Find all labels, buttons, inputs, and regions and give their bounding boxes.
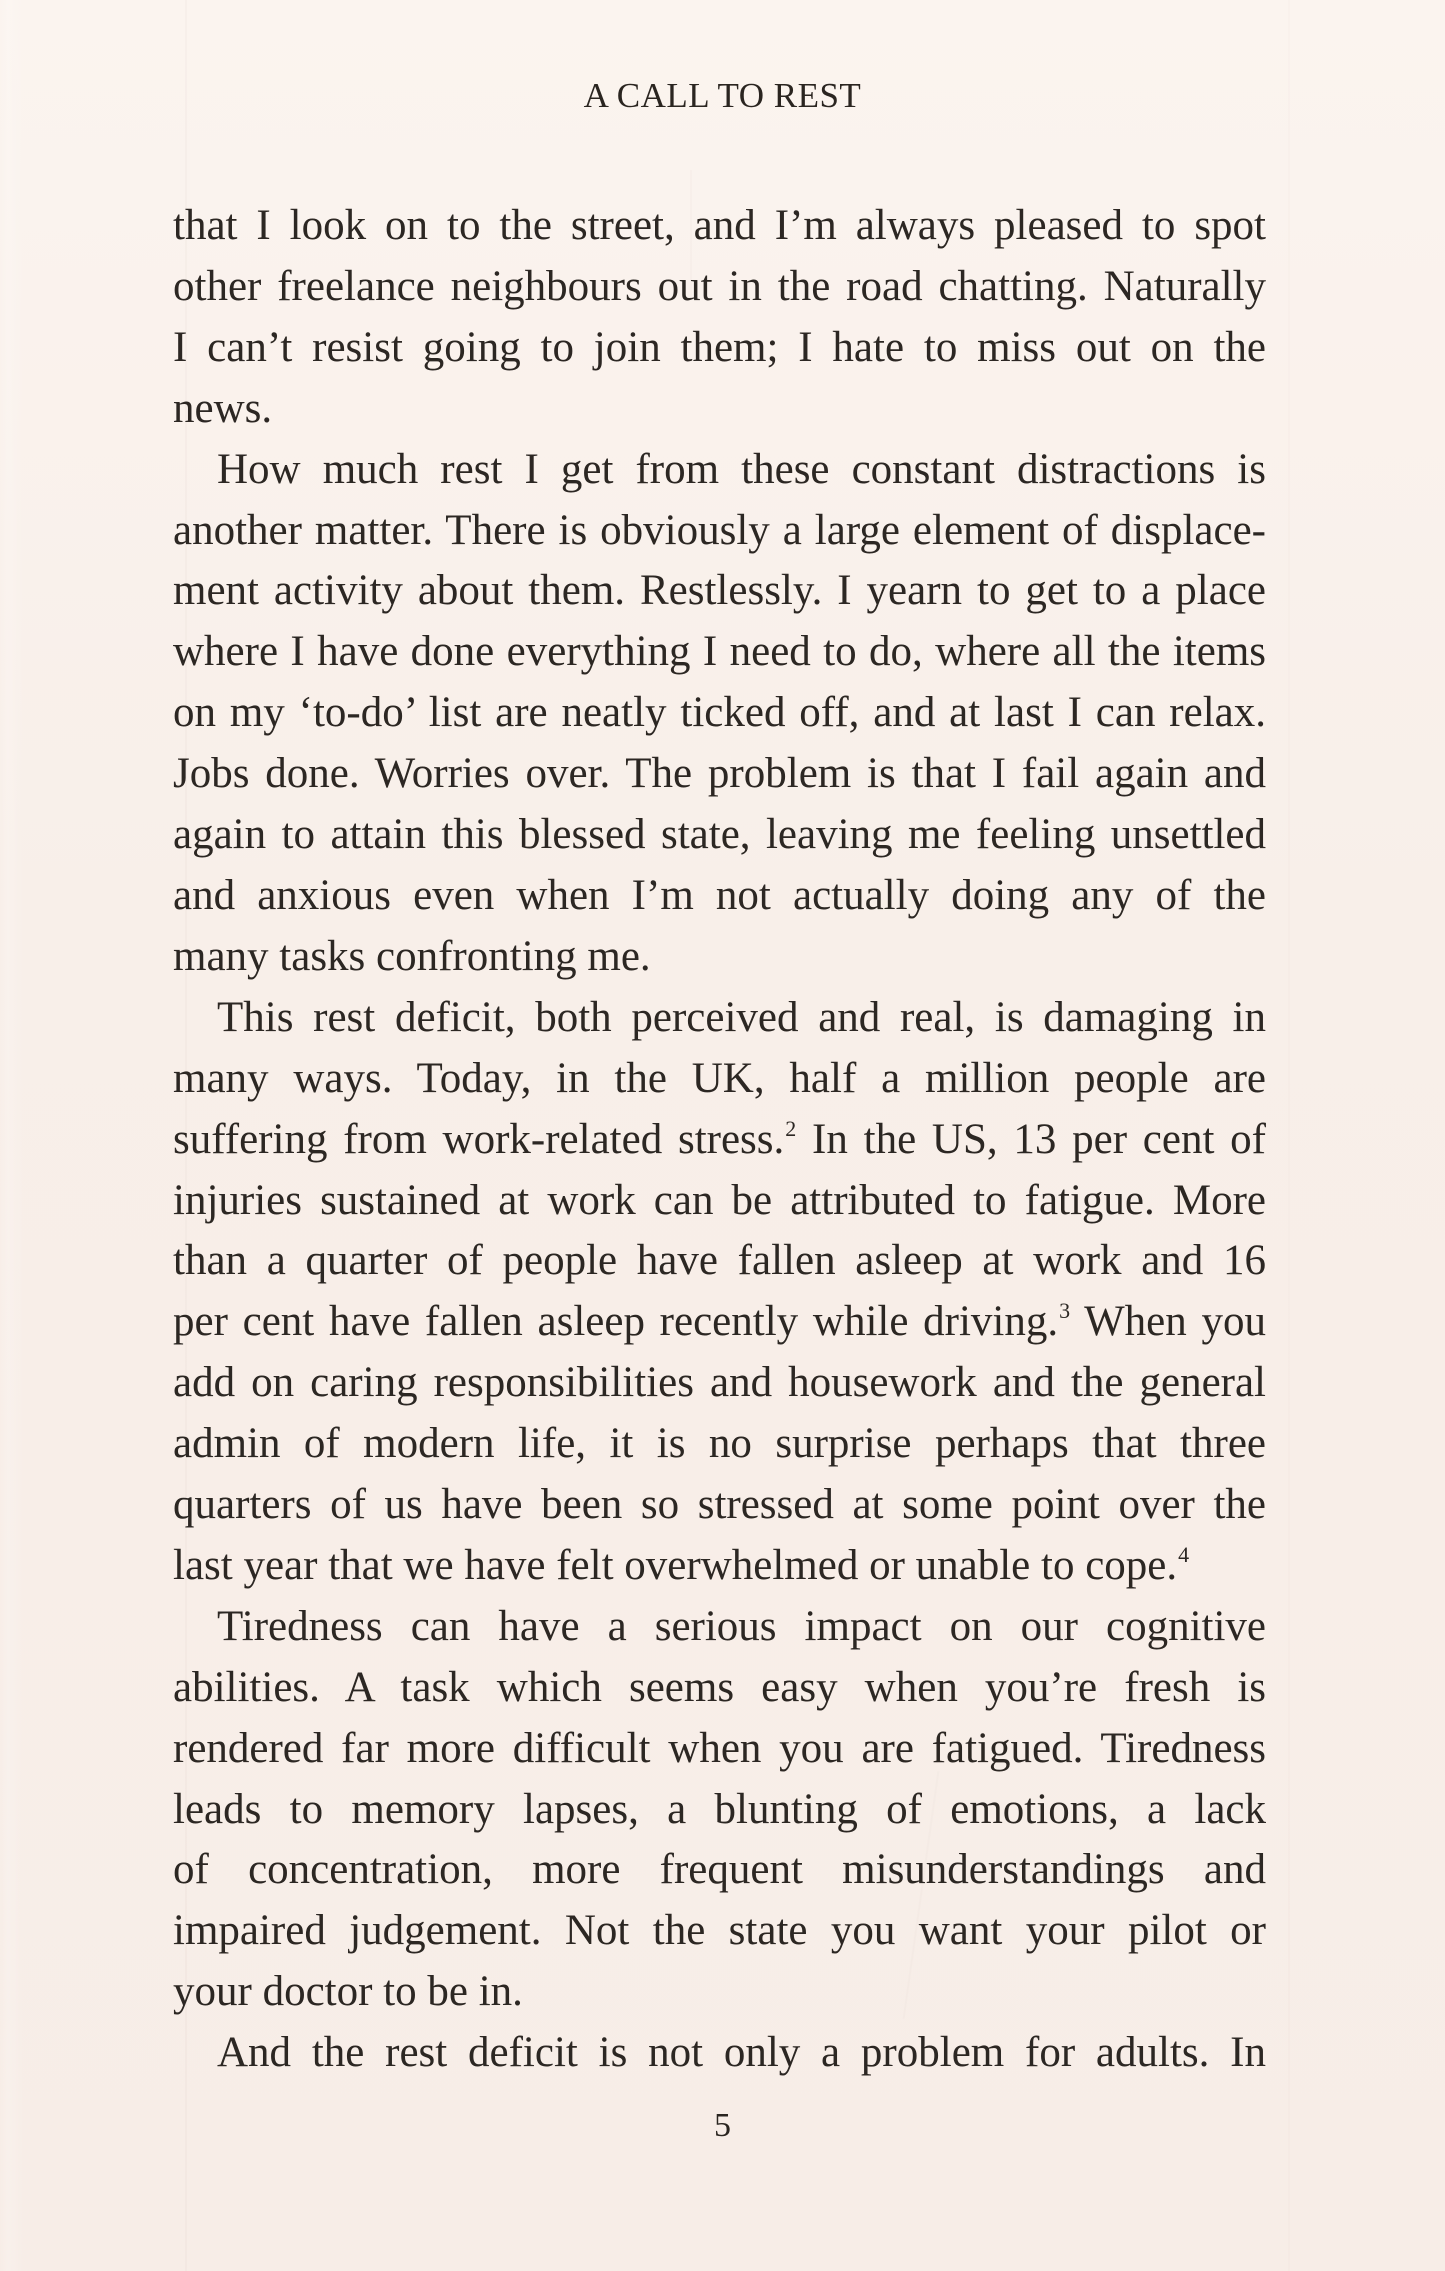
text-line: ment activity about them. Restlessly. I yearn to get to a place: [173, 567, 1266, 615]
text-line-content: per cent have fallen asleep recently while driving.: [173, 1298, 1059, 1346]
text-line: quarters of us have been so stressed at some point over the: [173, 1481, 1266, 1529]
paper-crease: [1288, 0, 1290, 2271]
text-line-content: When you: [1070, 1298, 1266, 1346]
text-line: other freelance neighbours out in the road chatting. Naturally: [173, 262, 1266, 310]
text-line: add on caring responsibilities and housework and the general: [173, 1359, 1266, 1407]
footnote-marker: 2: [785, 1115, 797, 1141]
text-line: abilities. A task which seems easy when you’re fresh is: [173, 1663, 1266, 1711]
text-line: another matter. There is obviously a large element of displace-: [173, 506, 1266, 554]
running-header: A CALL TO REST: [583, 76, 862, 115]
text-line: rendered far more difficult when you are fatigued. Tiredness: [173, 1724, 1266, 1772]
text-line: [173, 2023, 1266, 2084]
text-line-content: suffering from work-related stress.: [173, 1115, 785, 1163]
text-line-with-footnote: [173, 1536, 1266, 1597]
text-line-content: Tiredness can have a serious impact on our cognitive: [217, 1602, 1266, 1650]
text-line: leads to memory lapses, a blunting of emotions, a lack: [173, 1785, 1266, 1833]
page-number: 5: [714, 2107, 731, 2144]
text-line: many ways. Today, in the UK, half a million people are: [173, 1054, 1266, 1102]
text-line: [173, 1597, 1266, 1658]
text-line-content: This rest deficit, both perceived and real, is damaging in: [217, 993, 1266, 1041]
text-line: many tasks confronting me.: [173, 932, 651, 980]
text-line: than a quarter of people have fallen asleep at work and 16: [173, 1237, 1266, 1285]
text-line: your doctor to be in.: [173, 1968, 523, 2016]
text-line: [173, 988, 1266, 1049]
text-line-content: last year that we have felt overwhelmed or unable to cope.: [173, 1541, 1178, 1589]
text-line: [173, 440, 1266, 501]
text-line-with-footnote: [173, 1110, 1266, 1171]
text-line-content: In the US, 13 per cent of: [796, 1115, 1266, 1163]
text-line: of concentration, more frequent misunderstandings and: [173, 1846, 1266, 1894]
text-line: again to attain this blessed state, leaving me feeling unsettled: [173, 811, 1266, 859]
text-line: injuries sustained at work can be attributed to fatigue. More: [173, 1176, 1266, 1224]
text-line-with-footnote: [173, 1292, 1266, 1353]
text-line: Jobs done. Worries over. The problem is that I fail again and: [173, 750, 1266, 798]
text-line: and anxious even when I’m not actually doing any of the: [173, 871, 1266, 919]
text-line: I can’t resist going to join them; I hate to miss out on the: [173, 323, 1266, 371]
text-line-content: How much rest I get from these constant distractions is: [217, 445, 1266, 493]
body-text: [173, 196, 1266, 2084]
text-line: impaired judgement. Not the state you want your pilot or: [173, 1907, 1266, 1955]
text-line: admin of modern life, it is no surprise perhaps that three: [173, 1420, 1266, 1468]
text-line: news.: [173, 384, 273, 432]
text-line-content: And the rest deficit is not only a problem for adults. In: [217, 2029, 1266, 2077]
text-line: on my ‘to-do’ list are neatly ticked off, and at last I can relax.: [173, 689, 1266, 737]
text-line: where I have done everything I need to do, where all the items: [173, 628, 1266, 676]
footnote-marker: 3: [1059, 1298, 1071, 1324]
text-line: that I look on to the street, and I’m always pleased to spot: [173, 202, 1266, 249]
footnote-marker: 4: [1178, 1541, 1190, 1567]
